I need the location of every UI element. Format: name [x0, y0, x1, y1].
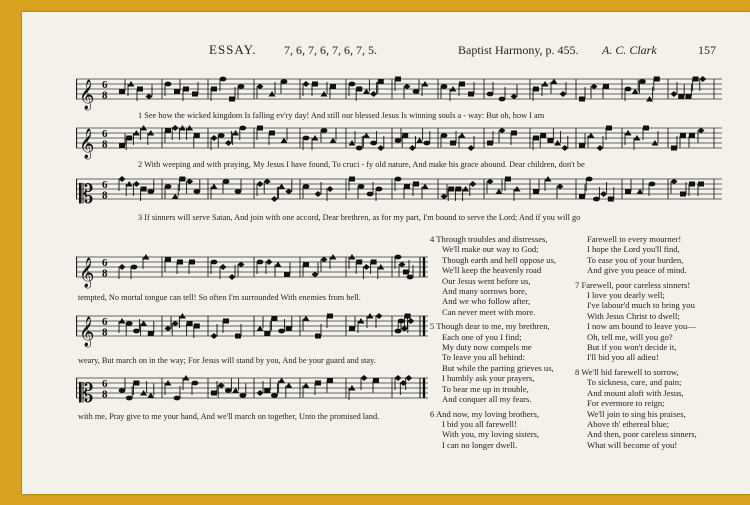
- verse-line: 6 And now, my loving brothers,: [430, 408, 540, 419]
- verse-line: And then, poor careless sinners,: [587, 429, 697, 440]
- verse-line: I humbly ask your prayers,: [442, 373, 535, 384]
- verse-line: And many sorrows bore,: [442, 286, 527, 297]
- verse-line: I can no longer dwell.: [442, 439, 518, 450]
- hymn-source: Baptist Harmony, p. 455.: [458, 43, 579, 57]
- hymn-page: [22, 12, 750, 494]
- verses-column-1: [430, 234, 580, 450]
- verse-line: And conquer all my fears.: [442, 394, 532, 405]
- verse-line: And give you peace of mind.: [587, 265, 687, 276]
- verse-line: My duty now compels me: [442, 342, 532, 353]
- verse-line: I've labour'd much to bring you: [587, 300, 695, 311]
- verse-line: To ease you of your burden,: [587, 254, 684, 265]
- verse-line: We'll keep the heavenly road: [442, 265, 542, 276]
- svg-text:6: 6: [102, 128, 108, 140]
- music-staff: [76, 169, 722, 213]
- verse-line: Oh, tell me, will you go?: [587, 331, 673, 342]
- page-number: 157: [698, 43, 716, 57]
- lyric-line: 3 If sinners will serve Satan, And join with one accord, Dear brethren, as for my part, I'm bound to serve the Lord; And if you will go: [138, 213, 581, 222]
- lyric-line: 1 See how the wicked kingdom Is falling ev'ry day! And still our blessed Jesus Is winning souls a - way: But oh, how I am: [138, 111, 545, 120]
- svg-text:6: 6: [102, 316, 108, 328]
- hymn-meter: 7, 6, 7, 6, 7, 6, 7, 5.: [284, 43, 377, 57]
- svg-text:6: 6: [102, 79, 108, 91]
- verse-line: I love you dearly well;: [587, 290, 665, 301]
- svg-text:6: 6: [102, 179, 108, 191]
- svg-text:𝄡: 𝄡: [79, 180, 94, 210]
- verse-line: What will become of you!: [587, 439, 678, 450]
- verse-line: Farewell to every mourner!: [587, 234, 682, 244]
- svg-text:𝄞: 𝄞: [79, 258, 95, 288]
- verse-line: For evermore to reign;: [587, 398, 665, 409]
- verse-line: And we who follow after,: [442, 296, 531, 307]
- verse-line: To leave you all behind:: [442, 352, 525, 363]
- music-staff: [76, 247, 428, 295]
- verse-line: 7 Farewell, poor careless sinners!: [575, 279, 691, 290]
- lyric-line: 2 With weeping and with praying, My Jesus I have found, To cruci - fy old nature, And make his grace abound. Dear children, don't be: [138, 160, 585, 169]
- verse-line: I hope the Lord you'll find,: [587, 244, 680, 255]
- verses-column-2: [575, 234, 745, 450]
- verse-line: But while the parting grieves us,: [442, 362, 554, 373]
- verse-line: To sickness, care, and pain;: [587, 377, 682, 388]
- svg-text:8: 8: [102, 326, 108, 339]
- verse-line: To bear me up in trouble,: [442, 383, 529, 394]
- music-staff: [76, 368, 428, 412]
- verse-line: With Jesus Christ to dwell;: [587, 310, 680, 321]
- svg-text:8: 8: [102, 89, 108, 102]
- verse-line: Our Jesus went before us,: [442, 275, 531, 286]
- lyric-line: tempted, No mortal tongue can tell! So often I'm surrounded With enemies from hell.: [78, 293, 361, 302]
- svg-text:8: 8: [102, 189, 108, 202]
- verse-line: I now am bound to leave you—: [587, 321, 696, 332]
- verse-line: Each one of you I find;: [442, 331, 522, 342]
- verse-line: But if you won't decide it,: [587, 342, 677, 353]
- verse-line: I'll bid you all adieu!: [587, 352, 659, 363]
- lyric-line: weary, But march on in the way; For Jesus will stand by you, And be your guard and stay.: [78, 356, 376, 365]
- svg-text:𝄞: 𝄞: [79, 80, 95, 110]
- music-staff: [76, 306, 428, 354]
- verse-line: 4 Through troubles and distresses,: [430, 234, 548, 244]
- verse-line: Above th' ethereal blue;: [587, 418, 669, 429]
- svg-text:8: 8: [102, 138, 108, 151]
- verse-line: We'll make our way to God;: [442, 244, 539, 255]
- svg-text:6: 6: [102, 257, 108, 269]
- hymn-author: A. C. Clark: [602, 43, 657, 57]
- svg-text:6: 6: [102, 378, 108, 390]
- verse-line: I bid you all farewell!: [442, 418, 517, 429]
- verse-line: 8 We'll bid farewell to sorrow,: [575, 366, 679, 377]
- lyric-line: with me, Pray give to me your hand, And we'll march on together, Unto the promised land.: [78, 412, 380, 421]
- music-staff: [76, 118, 722, 162]
- hymn-title: ESSAY.: [209, 42, 257, 57]
- verse-line: And mount aloft with Jesus,: [587, 387, 684, 398]
- svg-text:8: 8: [102, 388, 108, 401]
- verse-line: We'll join to sing his praises,: [587, 408, 686, 419]
- svg-text:𝄞: 𝄞: [79, 317, 95, 347]
- music-staff: [76, 69, 722, 113]
- svg-text:8: 8: [102, 267, 108, 280]
- svg-text:𝄡: 𝄡: [79, 379, 94, 409]
- verse-line: Can never meet with more.: [442, 306, 536, 317]
- svg-text:𝄞: 𝄞: [79, 129, 95, 159]
- verse-line: Though earth and hell oppose us,: [442, 254, 557, 265]
- verse-line: 5 Though dear to me, my brethren,: [430, 321, 550, 332]
- verse-line: With you, my loving sisters,: [442, 429, 540, 440]
